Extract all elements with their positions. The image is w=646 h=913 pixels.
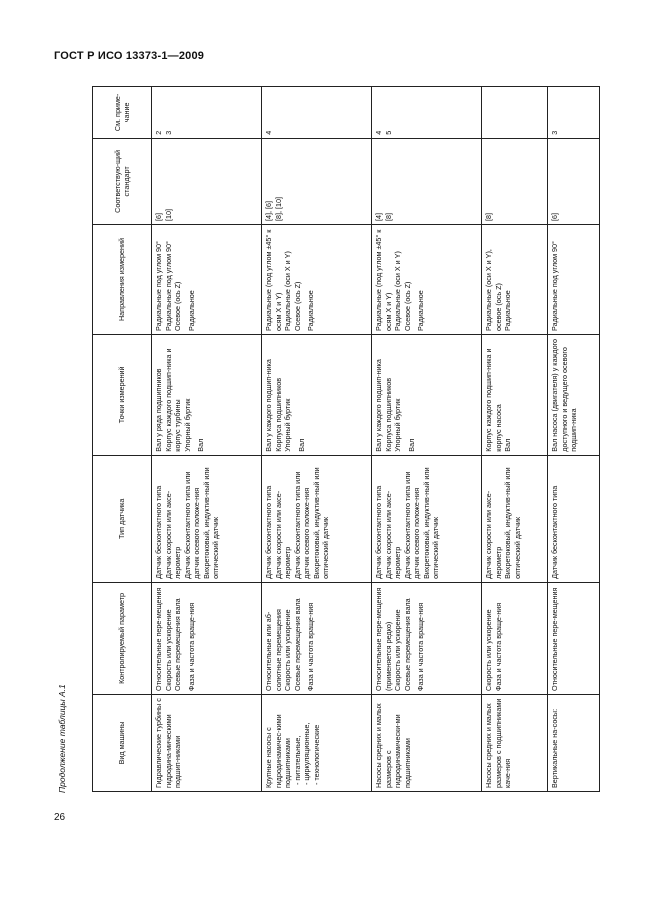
sensor-text: Датчик скорости или аксе-лерометр — [273, 490, 293, 579]
directions-text: Радиальные (оси X и Y), осевое (ось Z) — [484, 249, 503, 331]
sensor-text: Вихретоковый, индуктив-ный или оптический датчик — [503, 467, 522, 579]
directions-text: Радиальное — [503, 290, 513, 331]
note-text: 2 — [154, 130, 163, 135]
column-header-parameter: Контролируемый параметр — [93, 582, 152, 694]
parameter-text: Относительные пере-мещения — [550, 587, 560, 691]
standard-text: [4], [6] — [264, 201, 274, 222]
directions-text: Радиальные (оси X и Y) — [393, 251, 403, 331]
directions-text: Осевое (ось Z) — [292, 281, 302, 331]
sensor-cell — [372, 455, 482, 582]
directions-cell — [372, 225, 482, 335]
note-text: 4 — [264, 130, 274, 135]
directions-text: Радиальное — [416, 290, 426, 331]
directions-text: Радиальные под углом 90° — [154, 241, 163, 331]
parameter-cell — [548, 582, 600, 694]
sensor-text: Датчик бесконтактного типа — [550, 485, 560, 579]
sensor-cell — [262, 455, 372, 582]
sensor-text: Вихретоковый, индуктив-ный или оптический датчик — [311, 467, 331, 579]
sensor-text: Датчик бесконтактного типа — [264, 485, 274, 579]
points-text: Корпус каждого подшип-ника и корпус насоса — [484, 348, 503, 452]
standard-cell — [262, 138, 372, 224]
sensor-text: Датчик скорости или аксе-лерометр — [484, 490, 503, 579]
table-header-row — [93, 87, 152, 792]
directions-text: Радиальные (под углом ±45° к осям X и Y) — [374, 229, 393, 331]
points-text: Упорный буртик — [182, 398, 192, 452]
directions-text: Радиальное — [186, 290, 196, 331]
machine-cell — [262, 694, 372, 791]
points-text: Корпуса подшипников — [383, 377, 393, 452]
table-row — [372, 87, 482, 792]
points-text: Вал — [196, 438, 205, 452]
parameter-text: Относительные или аб-солютные перемещения — [264, 609, 283, 691]
sensor-cell — [548, 455, 600, 582]
machine-cell — [372, 694, 482, 791]
standard-text: [8] — [383, 213, 393, 222]
parameter-text: Осевые перемещения вала — [173, 598, 182, 691]
column-header-machine: Вид машины — [93, 694, 152, 791]
standard-text: [6] — [154, 213, 163, 222]
table-row — [548, 87, 600, 792]
directions-cell — [152, 225, 262, 335]
machine-text: Насосы средних и малых размеров с подшипниками каче-ния — [484, 698, 513, 788]
parameter-text: Скорость или ускорение — [283, 609, 293, 691]
parameter-text: Скорость или ускорение — [163, 609, 173, 691]
parameter-text: Фаза и частота враще-ния — [416, 602, 426, 691]
column-header-standard: Соответствую-щий стандарт — [93, 138, 152, 224]
note-cell — [262, 87, 372, 139]
points-text: Вал насоса (двигателя) у каждого доступного и ведущего осевого подшип-ника — [550, 338, 579, 452]
table-caption: Продолжение таблицы А.1 — [57, 684, 67, 793]
directions-text: Радиальные (оси X и Y) — [283, 251, 293, 331]
sensor-text: Датчик бесконтактного типа или датчик осевого положе-ния — [182, 471, 201, 579]
column-header-note: См. приме-чание — [93, 87, 152, 139]
table-row — [152, 87, 262, 792]
parameter-cell — [482, 582, 548, 694]
directions-text: Осевое (ось Z) — [402, 281, 412, 331]
sensor-text: Вихретоковый, индуктив-ный или оптический датчик — [201, 467, 220, 579]
note-cell — [482, 87, 548, 139]
directions-text: Радиальное — [306, 290, 316, 331]
column-header-directions: Направления измерений — [93, 225, 152, 335]
sensor-text: Датчик бесконтактного типа — [374, 485, 384, 579]
directions-cell — [262, 225, 372, 335]
machine-text: Вертикальные на-сосы: — [550, 708, 560, 788]
points-text: Вал — [296, 438, 306, 452]
points-cell — [548, 334, 600, 455]
sensor-cell — [482, 455, 548, 582]
standard-cell — [548, 138, 600, 224]
points-text: Вал у ряда подшипников — [154, 368, 163, 452]
document-header-title: ГОСТ Р ИСО 13373-1—2009 — [54, 50, 205, 62]
note-text: 3 — [163, 130, 173, 135]
points-cell — [262, 334, 372, 455]
note-text: 4 — [374, 130, 384, 135]
points-cell — [482, 334, 548, 455]
sensor-cell — [152, 455, 262, 582]
points-text: Вал — [406, 438, 416, 452]
parameter-cell — [262, 582, 372, 694]
sensor-text: Датчик бесконтактного типа или датчик осевого положе-ния — [292, 471, 312, 579]
points-text: Вал у каждого подшип-ника — [264, 359, 274, 452]
standard-cell — [372, 138, 482, 224]
parameter-text: Фаза и частота враще-ния — [186, 602, 196, 691]
points-text: Вал у каждого подшип-ника — [374, 359, 384, 452]
note-cell — [548, 87, 600, 139]
rotated-table-container — [92, 86, 600, 792]
machine-cell — [482, 694, 548, 791]
machine-text: Насосы средних и малых размеров с гидродинамически-ми подшипниками — [374, 703, 412, 788]
parameter-text: Фаза и частота враще-ния — [306, 602, 316, 691]
machine-subitem: - циркуляционные, — [302, 722, 312, 785]
column-header-sensor: Тип датчика — [93, 455, 152, 582]
standard-cell — [152, 138, 262, 224]
machine-text: Крупные насосы с гидродинамичес-кими подшипниками — [264, 714, 293, 788]
standard-text: [6] — [550, 213, 560, 222]
parameter-text: Фаза и частота враще-ния — [493, 602, 503, 691]
parameter-text: Скорость или ускорение — [484, 609, 494, 691]
directions-text: Радиальные под углом 90° — [550, 241, 560, 331]
note-text: 5 — [383, 130, 393, 135]
sensor-text: Вихретоковый, индуктив-ный или оптический датчик — [421, 467, 441, 579]
table-row — [262, 87, 372, 792]
directions-text: Радиальные под углом 90° — [163, 241, 173, 331]
directions-cell — [548, 225, 600, 335]
note-cell — [372, 87, 482, 139]
directions-text: Радиальные (под углом ±45° к осям X и Y) — [264, 229, 283, 331]
standard-text: [8] — [484, 213, 494, 222]
standard-cell — [482, 138, 548, 224]
parameter-text: Осевые перемещения вала — [292, 598, 302, 691]
parameter-text: Относительные пере-мещения (применяется редко) — [374, 587, 393, 691]
parameter-text: Относительные пере-мещения — [154, 587, 163, 691]
standard-text: [8], [10] — [273, 197, 283, 222]
parameter-cell — [152, 582, 262, 694]
table-row — [482, 87, 548, 792]
points-text: Корпуса подшипников — [273, 377, 283, 452]
measurement-table — [92, 86, 600, 792]
standard-text: [4] — [374, 213, 384, 222]
points-cell — [152, 334, 262, 455]
sensor-text: Датчик бесконтактного типа или датчик осевого положе-ния — [402, 471, 422, 579]
directions-cell — [482, 225, 548, 335]
points-cell — [372, 334, 482, 455]
page-number: 26 — [54, 812, 66, 823]
points-text: Вал — [503, 438, 513, 452]
sensor-text: Датчик бесконтактного типа — [154, 485, 163, 579]
machine-cell — [548, 694, 600, 791]
machine-cell — [152, 694, 262, 791]
machine-text: Гидравлические турбины с гидродина-мическими подшип-никами — [154, 698, 182, 788]
sensor-text: Датчик скорости или аксе-лерометр — [383, 490, 403, 579]
column-header-points: Точки измерений — [93, 334, 152, 455]
note-text: 3 — [550, 130, 560, 135]
note-cell — [152, 87, 262, 139]
points-text: Упорный буртик — [283, 398, 293, 452]
points-text: Корпус каждого подшип-ника и корпус турбины — [163, 348, 182, 452]
parameter-text: Осевые перемещения вала — [402, 598, 412, 691]
points-text: Упорный буртик — [393, 398, 403, 452]
parameter-text: Скорость или ускорение — [393, 609, 403, 691]
machine-subitem: - технологические — [311, 724, 321, 785]
standard-text: [10] — [163, 209, 173, 222]
directions-text: Осевое (ось Z) — [173, 281, 182, 331]
machine-subitem: - питательные, — [292, 735, 302, 785]
sensor-text: Датчик скорости или аксе-лерометр — [163, 490, 182, 579]
parameter-cell — [372, 582, 482, 694]
